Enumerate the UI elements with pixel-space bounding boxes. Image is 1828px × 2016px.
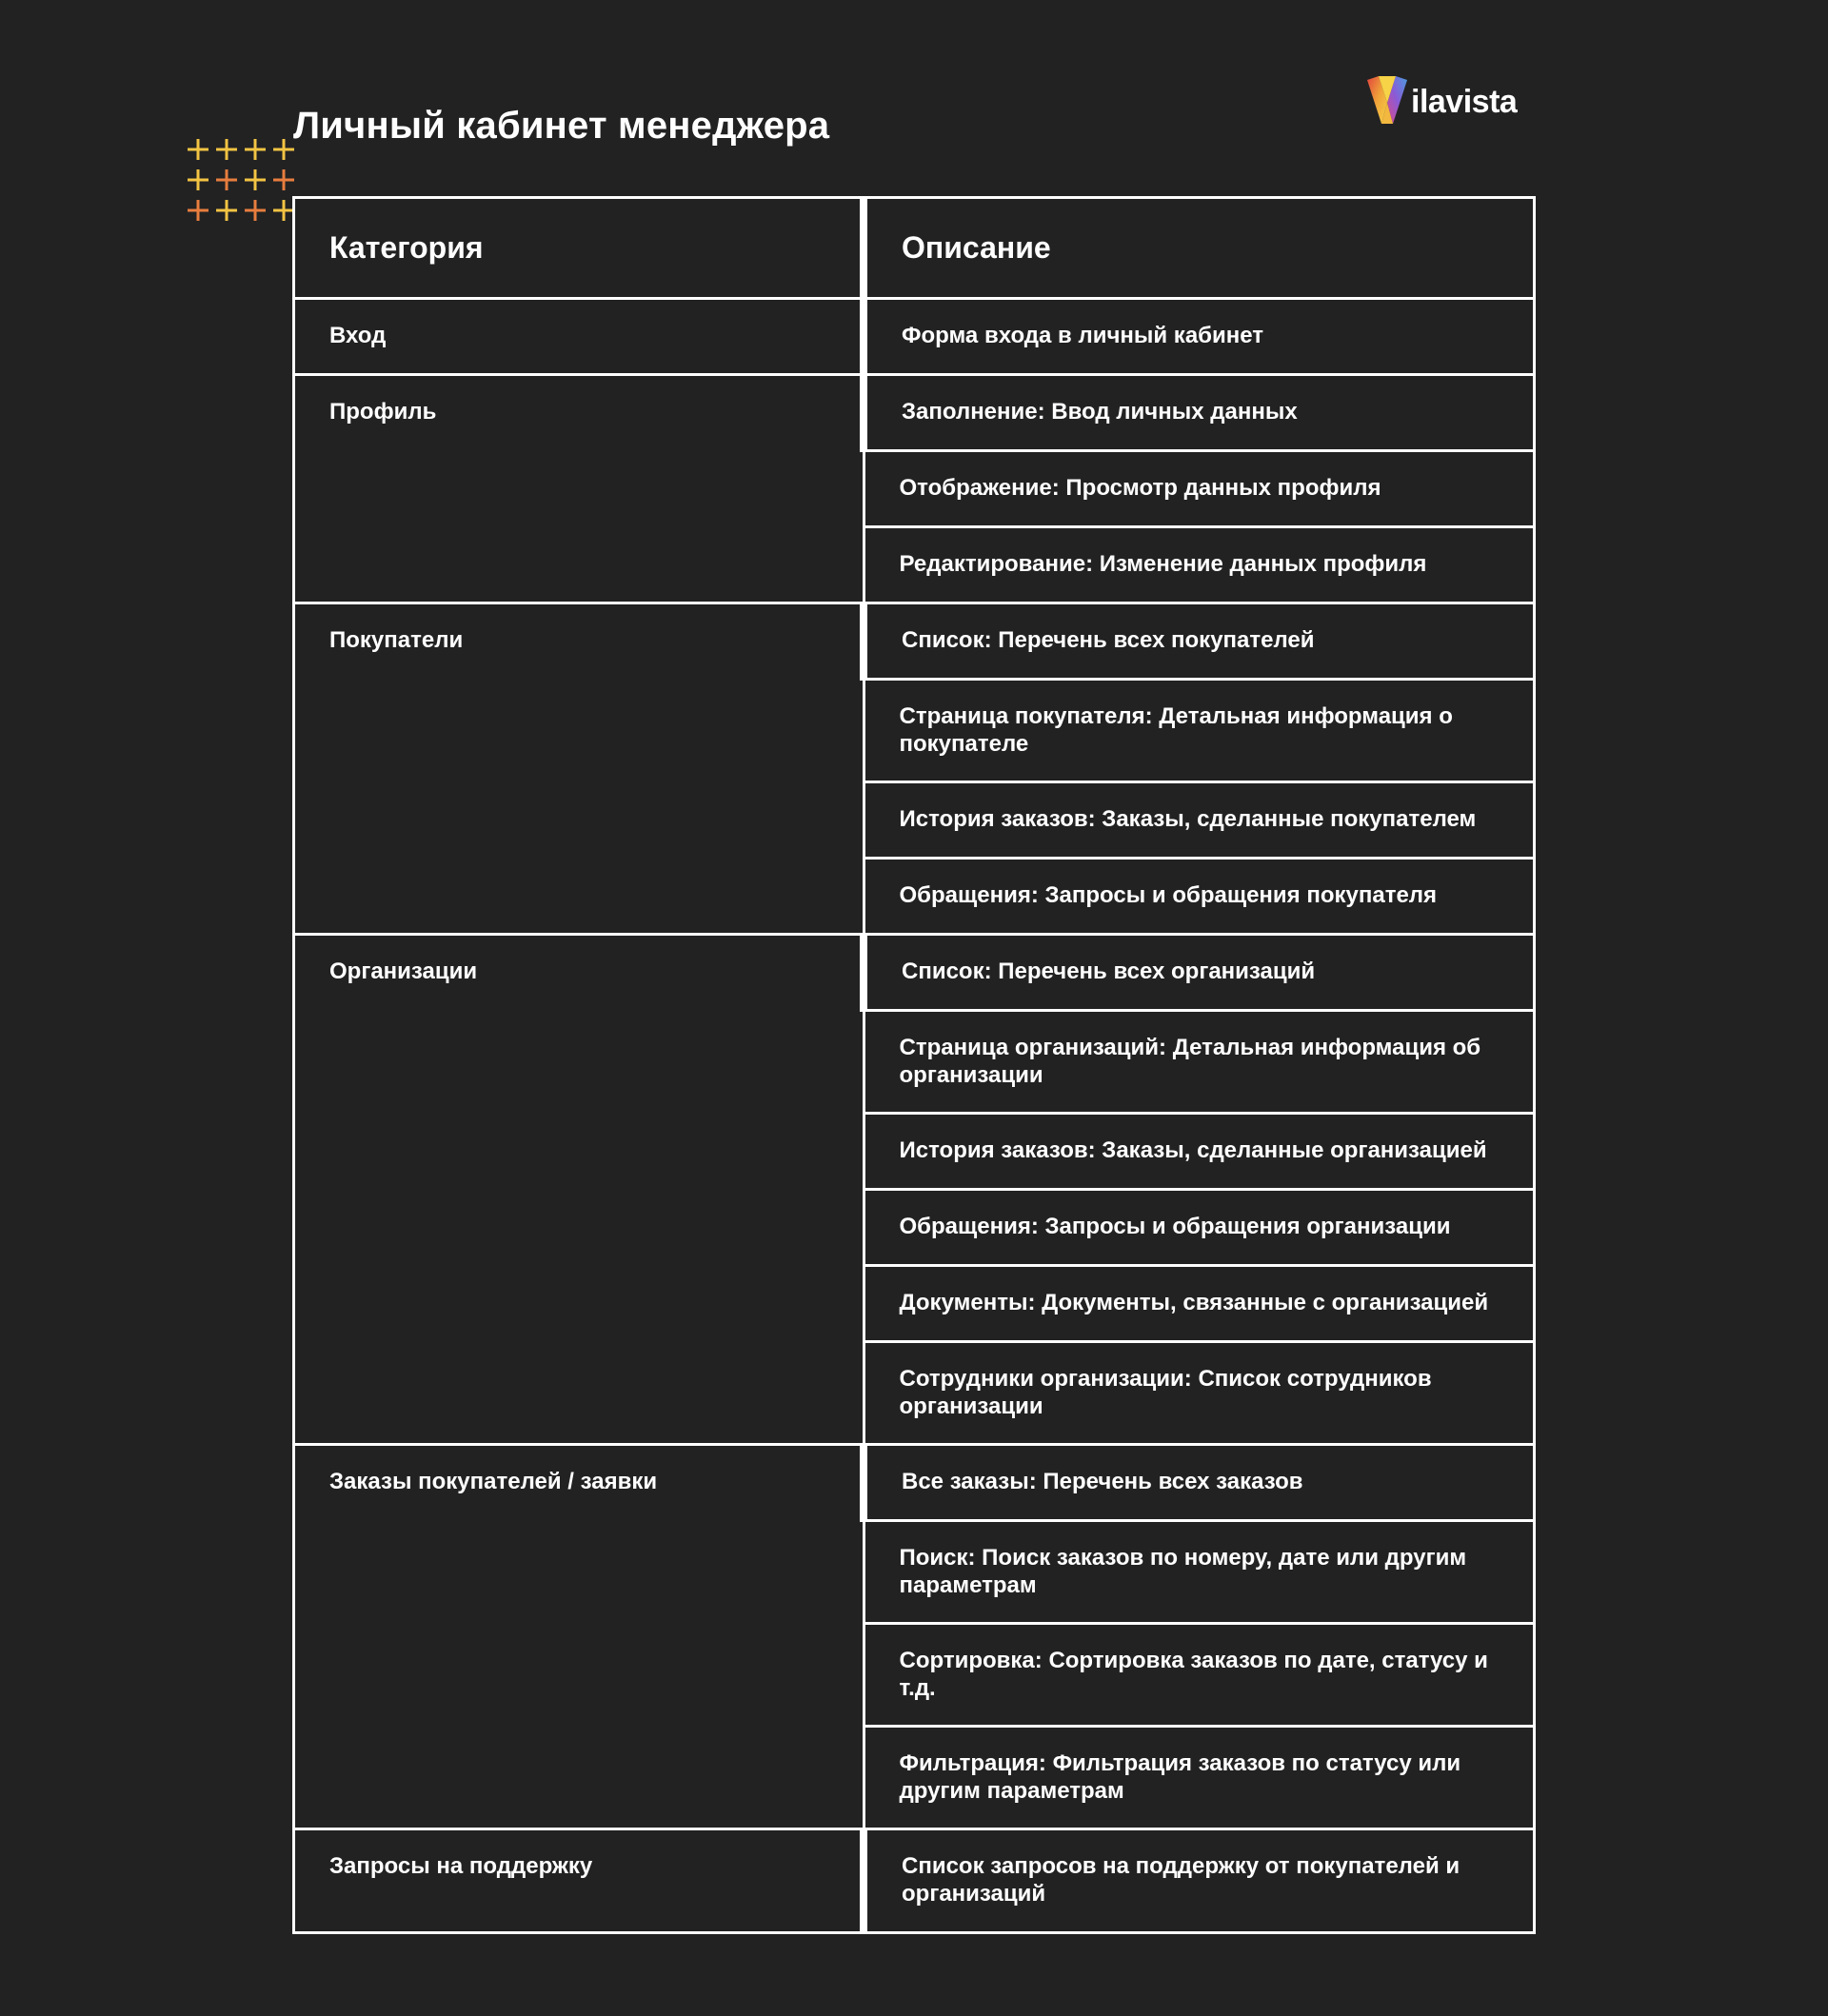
description-cell: История заказов: Заказы, сделанные покупателем <box>864 781 1533 858</box>
description-cell: Сортировка: Сортировка заказов по дате, статусу и т.д. <box>864 1623 1533 1726</box>
column-header-description: Описание <box>864 199 1533 298</box>
description-cell: Документы: Документы, связанные с организацией <box>864 1265 1533 1341</box>
description-cell: Страница покупателя: Детальная информация о покупателе <box>864 679 1533 781</box>
description-cell: Фильтрация: Фильтрация заказов по статусу или другим параметрам <box>864 1726 1533 1828</box>
description-cell: Сотрудники организации: Список сотрудников организации <box>864 1341 1533 1444</box>
description-cell: Заполнение: Ввод личных данных <box>864 374 1533 450</box>
category-cell: Организации <box>295 934 864 1444</box>
category-cell: Покупатели <box>295 603 864 934</box>
logo-text: ilavista <box>1411 84 1518 120</box>
description-cell: Страница организаций: Детальная информация об организации <box>864 1010 1533 1113</box>
description-cell: Все заказы: Перечень всех заказов <box>864 1444 1533 1520</box>
category-cell: Заказы покупателей / заявки <box>295 1444 864 1828</box>
description-cell: Обращения: Запросы и обращения организации <box>864 1189 1533 1265</box>
description-cell: Поиск: Поиск заказов по номеру, дате или другим параметрам <box>864 1520 1533 1623</box>
description-cell: Список запросов на поддержку от покупателей и организаций <box>864 1828 1533 1931</box>
decorative-plus-grid <box>186 133 300 228</box>
category-cell: Запросы на поддержку <box>295 1828 864 1931</box>
table-row <box>295 934 1533 1010</box>
category-cell: Вход <box>295 298 864 374</box>
description-cell: Список: Перечень всех покупателей <box>864 603 1533 679</box>
description-cell: Отображение: Просмотр данных профиля <box>864 450 1533 526</box>
page-title: Личный кабинет менеджера <box>293 105 830 147</box>
table-row <box>295 1828 1533 1931</box>
description-cell: Обращения: Запросы и обращения покупателя <box>864 858 1533 934</box>
column-header-category: Категория <box>295 199 864 298</box>
table-row <box>295 603 1533 679</box>
description-cell: История заказов: Заказы, сделанные организацией <box>864 1113 1533 1189</box>
plus-pattern-icon <box>186 133 300 228</box>
description-cell: Редактирование: Изменение данных профиля <box>864 526 1533 603</box>
category-cell: Профиль <box>295 374 864 603</box>
feature-table <box>292 196 1536 1934</box>
brand-logo <box>1365 74 1517 128</box>
table-row <box>295 374 1533 450</box>
table-row <box>295 298 1533 374</box>
description-cell: Форма входа в личный кабинет <box>864 298 1533 374</box>
vilavista-v-logo-icon <box>1365 74 1409 128</box>
table-row <box>295 1444 1533 1520</box>
description-cell: Список: Перечень всех организаций <box>864 934 1533 1010</box>
